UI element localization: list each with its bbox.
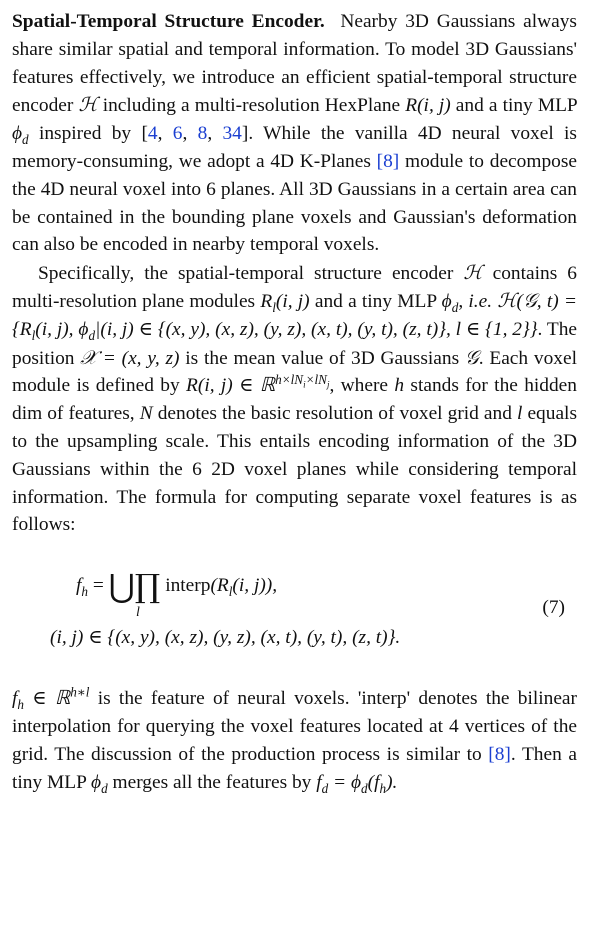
body-text: merges all the features by xyxy=(107,771,317,793)
body-text: . Then a tiny MLP xyxy=(12,743,577,793)
product-operator: ∏ xyxy=(134,567,161,606)
math-expression: 𝒳 = (x, y, z) xyxy=(80,347,180,369)
paragraph-encoder-intro xyxy=(12,8,577,259)
body-text: equals to the upsampling scale. This entails encoding information of the 3D Gaussians within the 6 2D voxel planes while considering temporal information. The formula for computing separate voxel features is as follows: xyxy=(12,403,577,536)
citation-link[interactable]: 34 xyxy=(222,123,242,145)
paragraph-feature-merge xyxy=(12,685,577,796)
citation-group: [4, 6, 8, 34] xyxy=(141,123,249,145)
body-text: inspired by xyxy=(28,123,142,145)
math-expression: ℋ(𝒢, $t) = \{R_l(i$, j), $\phi_d|(i$, j) ∈ {(x, y), (x, z), (y, z), (x, t), (y, t), (z, t)}, l ∈ {1, 2}} xyxy=(12,290,577,343)
citation-link[interactable]: 8 xyxy=(197,123,208,145)
citation-link[interactable]: 6 xyxy=(172,123,183,145)
equation-number: (7) xyxy=(542,597,565,619)
body-text: . The position xyxy=(12,318,578,369)
math-symbol: h xyxy=(394,375,405,397)
body-text: and a tiny MLP xyxy=(309,290,442,312)
citation-link[interactable]: [8] xyxy=(488,743,511,765)
math-expression: $f_d = \phi_d(f_h)$. xyxy=(316,771,398,796)
math-symbol: l xyxy=(517,403,523,425)
math-symbol: N xyxy=(139,403,153,425)
citation-link[interactable]: 4 xyxy=(147,123,158,145)
equals-sign: = xyxy=(87,575,109,597)
citation-link[interactable]: [8] xyxy=(376,150,400,172)
math-expression: R(i, j) xyxy=(405,95,451,117)
body-text: including a multi-resolution HexPlane xyxy=(97,95,406,117)
body-text: . While the vanilla 4D neural voxel is memory-consuming, we adopt a 4D K-Planes xyxy=(12,123,577,172)
operator-subscript: l xyxy=(136,605,140,621)
body-text: stands for the hidden dim of features, xyxy=(12,375,577,425)
math-symbol: ℋ xyxy=(463,261,483,285)
math-expression: R(i, j) ∈ ℝ$^{h\times lN_i\times lN_j}$ xyxy=(186,371,330,397)
body-text: Nearby 3D Gaussians always share similar spatial and temporal information. To model 3D Gaussians' features effectively, we introduce an efficient spatial-temporal structure encoder xyxy=(12,11,577,117)
math-expression: $\phi_d$ xyxy=(91,771,108,796)
body-text: contains 6 multi-resolution plane modules xyxy=(12,263,577,312)
body-text: , where xyxy=(329,375,395,397)
body-text: and a tiny MLP xyxy=(450,95,577,117)
math-expression: $f_h$ ∈ ℝ$^{h∗l}$ xyxy=(12,684,90,713)
body-text: is the mean value of 3D Gaussians xyxy=(179,347,465,369)
interp-function: interp xyxy=(165,575,211,597)
equation-line-1 xyxy=(76,567,277,605)
math-symbol: ℋ xyxy=(78,93,98,117)
equation-block xyxy=(12,539,577,685)
section-heading: Spatial-Temporal Structure Encoder. xyxy=(12,11,325,32)
body-text: , xyxy=(458,290,469,312)
body-text: . Each voxel module is defined by xyxy=(12,347,577,397)
math-symbol: 𝒢 xyxy=(464,345,479,369)
body-text: denotes the basic resolution of voxel grid and xyxy=(152,403,517,425)
math-expression: ($R_l(i$, j)), xyxy=(210,575,278,600)
body-text: is the feature of neural voxels. 'interp' denotes the bilinear interpolation for querying the voxel features located at 4 vertices of the grid. The discussion of the production process is similar to xyxy=(12,688,577,765)
body-text: Specifically, the spatial-temporal structure encoder xyxy=(38,263,464,285)
math-expression: $\phi_d$ xyxy=(12,123,29,148)
union-operator: ⋃ xyxy=(108,567,135,606)
body-text: module to decompose the 4D neural voxel into 6 planes. All 3D Gaussians in a certain area can be contained in the bounding plane voxels and Gaussian's deformation can also be encoded in nearby temporal voxels. xyxy=(12,150,577,256)
math-expression: $\phi_d$ xyxy=(441,290,459,315)
math-expression: $R_l(i$, j) xyxy=(260,290,310,315)
math-expression: $f_h$ xyxy=(76,575,88,600)
equation-line-2: (i, j) ∈ {(x, y), (x, z), (y, z), (x, t), (y, t), (z, t)}. xyxy=(50,627,401,649)
paragraph-encoder-details xyxy=(12,259,577,539)
ie-abbrev: i.e. xyxy=(468,290,493,312)
